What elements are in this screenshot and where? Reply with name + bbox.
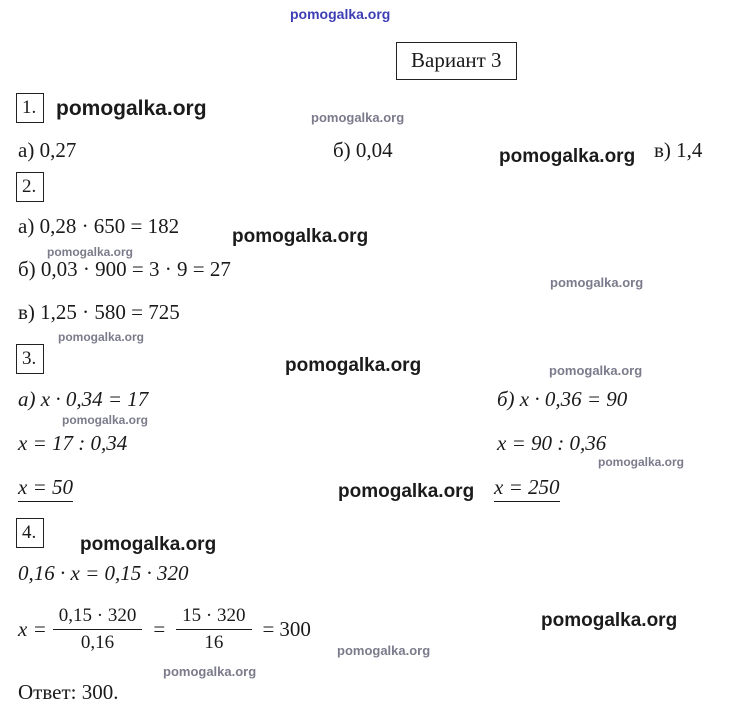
task3-left-line-2: x = 17 : 0,34 bbox=[18, 431, 128, 455]
task-number-3: 3. bbox=[16, 344, 44, 374]
task2-line-a: а) 0,28 · 650 = 182 bbox=[18, 214, 180, 238]
watermark: pomogalka.org bbox=[232, 226, 369, 247]
task3-right-line-2: x = 90 : 0,36 bbox=[497, 431, 607, 455]
watermark: pomogalka.org bbox=[163, 664, 257, 679]
task4-answer: Ответ: 300. bbox=[18, 680, 119, 704]
task3-right-line-1: б) x · 0,36 = 90 bbox=[497, 387, 628, 411]
watermark: pomogalka.org bbox=[290, 6, 391, 22]
task4-fraction-2-numerator: 15 · 320 bbox=[176, 605, 251, 630]
task-number-4: 4. bbox=[16, 518, 44, 548]
task4-equation: 0,16 · x = 0,15 · 320 bbox=[18, 561, 189, 585]
watermark: pomogalka.org bbox=[499, 146, 636, 167]
task4-fraction-1-numerator: 0,15 · 320 bbox=[53, 605, 143, 630]
task4-lead: x = bbox=[18, 617, 47, 641]
watermark: pomogalka.org bbox=[549, 363, 643, 378]
task1-answer-b: б) 0,04 bbox=[333, 138, 393, 162]
task1-answer-a: а) 0,27 bbox=[18, 138, 77, 162]
task3-left-line-1: а) x · 0,34 = 17 bbox=[18, 387, 149, 411]
task2-line-c: в) 1,25 · 580 = 725 bbox=[18, 300, 180, 324]
task3-left-result: x = 50 bbox=[18, 475, 73, 502]
task4-fraction-2-denominator: 16 bbox=[204, 632, 224, 653]
watermark: pomogalka.org bbox=[56, 97, 207, 120]
watermark: pomogalka.org bbox=[550, 275, 644, 290]
task4-fraction-line bbox=[18, 605, 311, 654]
watermark: pomogalka.org bbox=[541, 610, 678, 631]
variant-title: Вариант 3 bbox=[396, 42, 517, 80]
task-number-1: 1. bbox=[16, 93, 44, 123]
watermark: pomogalka.org bbox=[338, 481, 475, 502]
watermark: pomogalka.org bbox=[62, 413, 149, 427]
watermark: pomogalka.org bbox=[337, 643, 431, 658]
watermark: pomogalka.org bbox=[80, 534, 217, 555]
task1-answer-c: в) 1,4 bbox=[654, 138, 703, 162]
task4-fraction-2 bbox=[176, 605, 251, 654]
task-number-2: 2. bbox=[16, 172, 44, 202]
watermark: pomogalka.org bbox=[311, 110, 405, 125]
task4-fraction-1 bbox=[53, 605, 143, 654]
watermark: pomogalka.org bbox=[58, 330, 145, 344]
watermark: pomogalka.org bbox=[598, 455, 685, 469]
task4-fraction-1-denominator: 0,16 bbox=[80, 632, 115, 653]
task2-line-b: б) 0,03 · 900 = 3 · 9 = 27 bbox=[18, 257, 231, 281]
task4-result: 300 bbox=[279, 617, 311, 641]
task3-right-result: x = 250 bbox=[494, 475, 560, 502]
watermark: pomogalka.org bbox=[47, 245, 134, 259]
task4-equals-1: = bbox=[153, 617, 166, 641]
watermark: pomogalka.org bbox=[285, 355, 422, 376]
task4-equals-2: = bbox=[262, 617, 275, 641]
